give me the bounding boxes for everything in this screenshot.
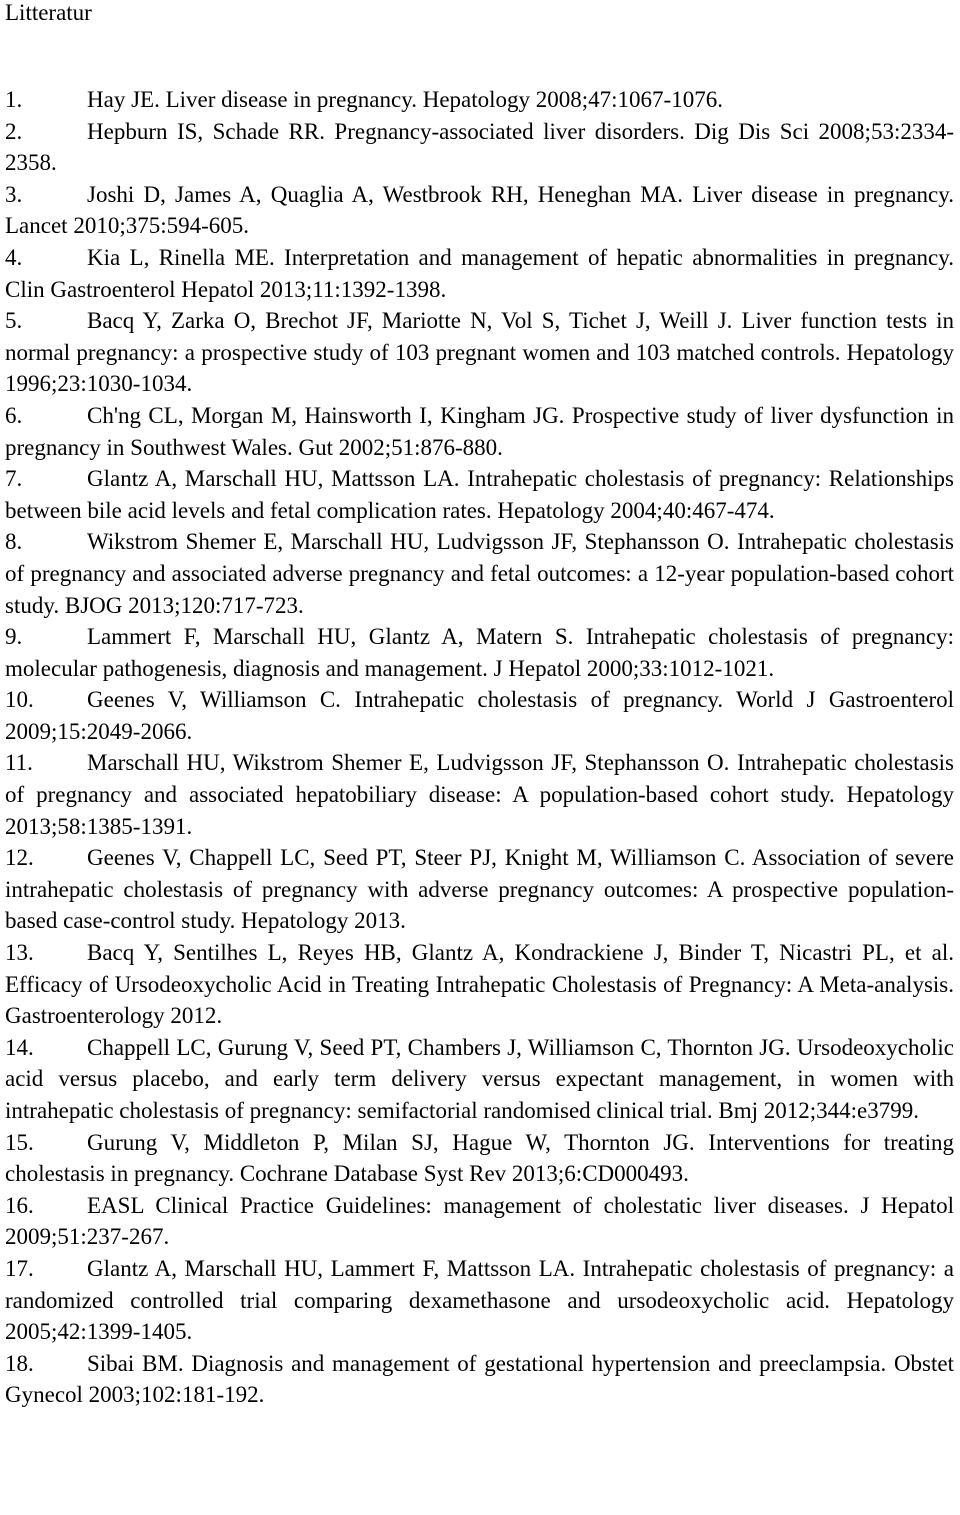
reference-number: 17.: [5, 1255, 34, 1281]
reference-item: [5, 1032, 954, 1127]
reference-number: 14.: [5, 1034, 34, 1060]
reference-item: [5, 1127, 954, 1190]
reference-item: [5, 842, 954, 937]
reference-text: Hepburn IS, Schade RR. Pregnancy-associated liver disorders. Dig Dis Sci 2008;53:2334-2358.: [5, 118, 954, 176]
reference-text: Sibai BM. Diagnosis and management of gestational hypertension and preeclampsia. Obstet Gynecol 2003;102:181-192.: [5, 1350, 954, 1408]
reference-number: 7.: [5, 466, 23, 492]
reference-item: [5, 84, 954, 116]
reference-item: [5, 1253, 954, 1348]
reference-item: [5, 1348, 954, 1411]
reference-text: Gurung V, Middleton P, Milan SJ, Hague W, Thornton JG. Interventions for treating cholestasis in pregnancy. Cochrane Database Syst Rev 2013;6:CD000493.: [5, 1129, 954, 1187]
heading-spacer: [5, 32, 954, 84]
reference-item: [5, 1190, 954, 1253]
reference-number: 4.: [5, 244, 23, 270]
reference-number: 3.: [5, 181, 23, 207]
reference-item: [5, 463, 954, 526]
reference-text: Marschall HU, Wikstrom Shemer E, Ludvigsson JF, Stephansson O. Intrahepatic cholestasis of pregnancy and associated hepatobiliary disease: A population-based cohort study. Hepatology 2013;58:1385-1391.: [5, 750, 954, 839]
reference-list: [5, 84, 954, 1411]
reference-number: 8.: [5, 529, 23, 555]
reference-item: [5, 179, 954, 242]
reference-text: Glantz A, Marschall HU, Lammert F, Mattsson LA. Intrahepatic cholestasis of pregnancy: a randomized controlled trial comparing dexamethasone and ursodeoxycholic acid. Hepatology 2005;42:1399-1405.: [5, 1255, 954, 1345]
reference-item: [5, 242, 954, 305]
reference-number: 16.: [5, 1192, 34, 1218]
reference-number: 6.: [5, 402, 23, 428]
reference-text: Lammert F, Marschall HU, Glantz A, Matern S. Intrahepatic cholestasis of pregnancy: molecular pathogenesis, diagnosis and management. J Hepatol 2000;33:1012-1021.: [5, 624, 954, 681]
reference-item: [5, 937, 954, 1032]
reference-item: [5, 400, 954, 463]
reference-number: 11.: [5, 750, 33, 776]
reference-number: 12.: [5, 845, 34, 871]
reference-text: Wikstrom Shemer E, Marschall HU, Ludvigsson JF, Stephansson O. Intrahepatic cholestasis of pregnancy and associated adverse pregnancy and fetal outcomes: a 12-year population-based cohort study. BJOG 2013;120:717-723.: [5, 529, 954, 618]
reference-item: [5, 747, 954, 842]
reference-text: Chappell LC, Gurung V, Seed PT, Chambers J, Williamson C, Thornton JG. Ursodeoxycholic acid versus placebo, and early term delivery versus expectant management, in women with intrahepatic cholestasis of pregnancy: semifactorial randomised clinical trial. Bmj 2012;344:e3799.: [5, 1034, 954, 1123]
reference-item: [5, 526, 954, 621]
reference-item: [5, 305, 954, 400]
reference-number: 2.: [5, 118, 23, 144]
reference-item: [5, 621, 954, 684]
reference-text: Joshi D, James A, Quaglia A, Westbrook RH, Heneghan MA. Liver disease in pregnancy. Lancet 2010;375:594-605.: [5, 181, 954, 239]
reference-number: 1.: [5, 87, 23, 112]
reference-text: Hay JE. Liver disease in pregnancy. Hepatology 2008;47:1067-1076.: [87, 87, 723, 112]
reference-number: 15.: [5, 1129, 34, 1155]
reference-number: 10.: [5, 687, 34, 713]
page-title: Litteratur: [5, 0, 92, 25]
reference-text: Kia L, Rinella ME. Interpretation and management of hepatic abnormalities in pregnancy. Clin Gastroenterol Hepatol 2013;11:1392-1398.: [5, 244, 954, 302]
reference-number: 9.: [5, 624, 23, 650]
reference-item: [5, 116, 954, 179]
reference-item: [5, 684, 954, 747]
reference-number: 18.: [5, 1350, 34, 1376]
reference-text: Bacq Y, Zarka O, Brechot JF, Mariotte N, Vol S, Tichet J, Weill J. Liver function tests in normal pregnancy: a prospective study of 103 pregnant women and 103 matched controls. Hepatology 1996;23:1030-1034.: [5, 308, 954, 397]
reference-text: Geenes V, Williamson C. Intrahepatic cholestasis of pregnancy. World J Gastroenterol 2009;15:2049-2066.: [5, 687, 954, 744]
reference-text: Glantz A, Marschall HU, Mattsson LA. Intrahepatic cholestasis of pregnancy: Relationships between bile acid levels and fetal complication rates. Hepatology 2004;40:467-474.: [5, 466, 954, 523]
reference-text: Bacq Y, Sentilhes L, Reyes HB, Glantz A, Kondrackiene J, Binder T, Nicastri PL, et al. Efficacy of Ursodeoxycholic Acid in Treating Intrahepatic Cholestasis of Pregnancy: A Meta-analysis. Gastroenterology 2012.: [5, 940, 954, 1029]
reference-number: 13.: [5, 940, 34, 966]
reference-text: Geenes V, Chappell LC, Seed PT, Steer PJ, Knight M, Williamson C. Association of severe intrahepatic cholestasis of pregnancy with adverse pregnancy outcomes: A prospective population-based case-control study. Hepatology 2013.: [5, 845, 954, 934]
reference-number: 5.: [5, 308, 23, 334]
reference-text: EASL Clinical Practice Guidelines: management of cholestatic liver diseases. J Hepatol 2009;51:237-267.: [5, 1192, 954, 1250]
reference-text: Ch'ng CL, Morgan M, Hainsworth I, Kingham JG. Prospective study of liver dysfunction in pregnancy in Southwest Wales. Gut 2002;51:876-880.: [5, 402, 954, 460]
